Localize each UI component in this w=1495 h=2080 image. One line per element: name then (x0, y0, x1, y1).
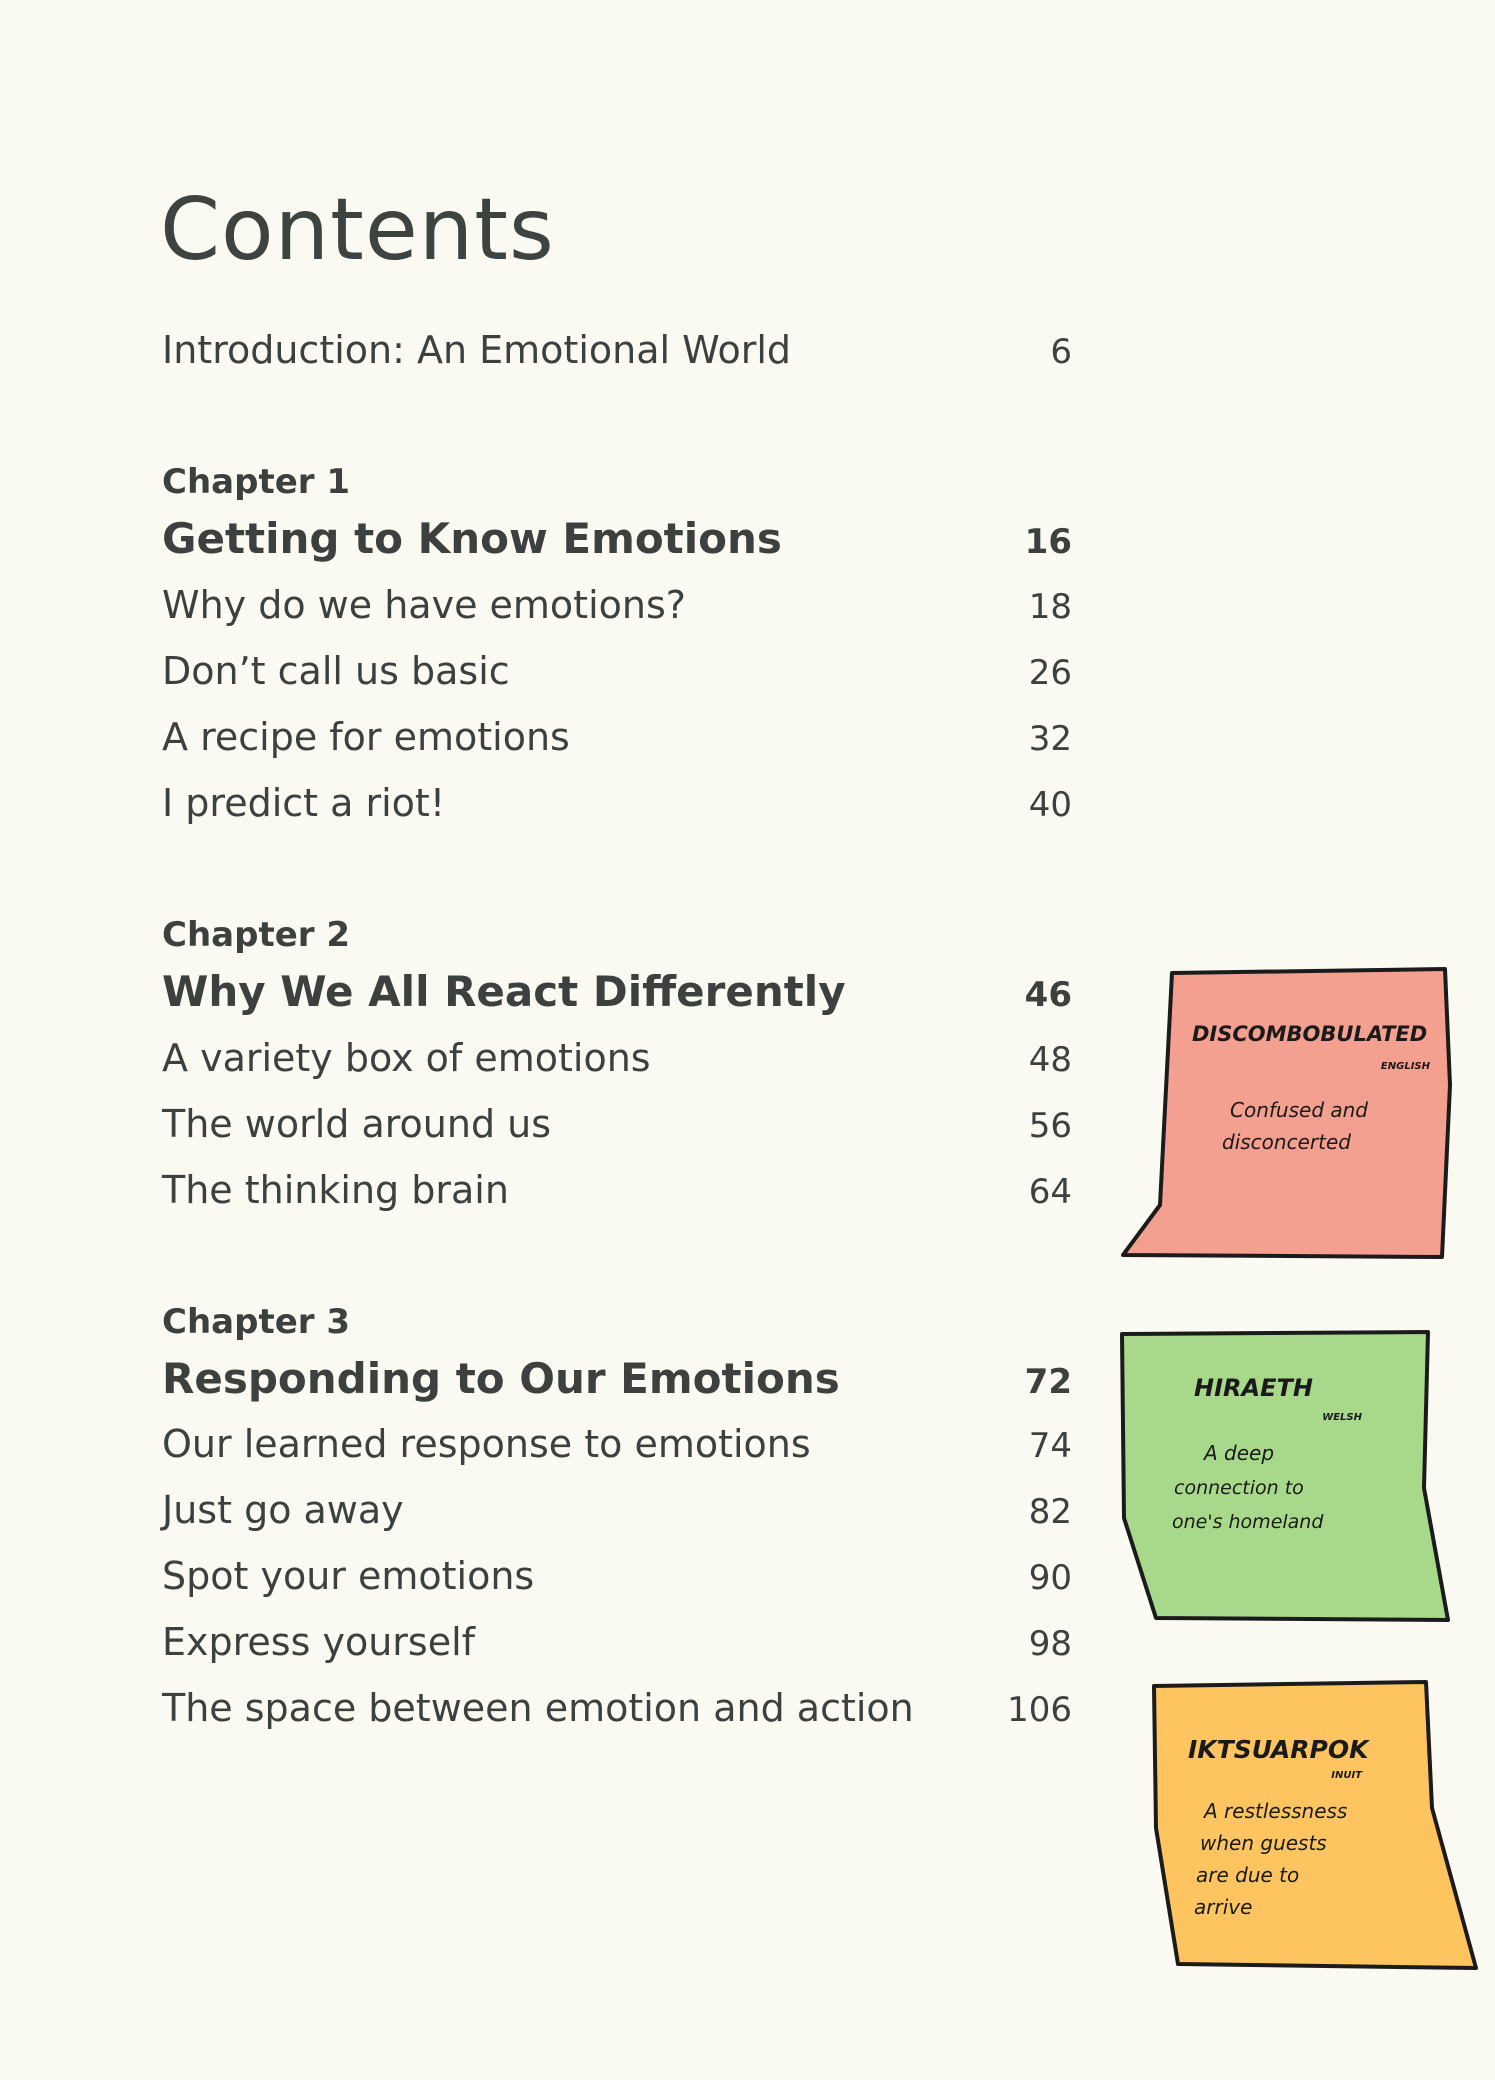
chapter-2-title-entry[interactable] (162, 967, 1072, 1016)
chapter-2-label: Chapter 2 (162, 915, 351, 955)
toc-entry-label: Spot your emotions (162, 1554, 535, 1598)
chapter-1-title-entry[interactable] (162, 514, 1072, 563)
toc-entry-page: 72 (1024, 1362, 1072, 1402)
toc-entry[interactable] (162, 649, 1072, 693)
toc-entry-label: The world around us (162, 1102, 552, 1146)
toc-entry-page: 98 (1028, 1624, 1072, 1664)
toc-entry[interactable] (162, 1102, 1072, 1146)
chapter-title: Responding to Our Emotions (162, 1354, 840, 1403)
note-definition-line: when guests (1200, 1831, 1327, 1855)
toc-entry-page: 106 (1007, 1690, 1072, 1730)
toc-entry[interactable] (162, 583, 1072, 627)
note-word: HIRAETH (1194, 1374, 1313, 1402)
toc-entry-label: Why do we have emotions? (162, 583, 686, 627)
toc-entry-page: 64 (1028, 1172, 1072, 1212)
toc-entry-page: 26 (1028, 653, 1072, 693)
toc-entry-label: I predict a riot! (162, 781, 446, 825)
toc-entry-page: 82 (1028, 1492, 1072, 1532)
toc-entry[interactable] (162, 1036, 1072, 1080)
note-language: INUIT (1331, 1770, 1362, 1781)
note-word: DISCOMBOBULATED (1192, 1022, 1428, 1046)
note-definition-line: one's homeland (1172, 1511, 1324, 1533)
toc-entry[interactable] (162, 1686, 1072, 1730)
toc-entry[interactable] (162, 781, 1072, 825)
toc-entry-label: Express yourself (162, 1620, 476, 1664)
chapter-3-label: Chapter 3 (162, 1302, 351, 1342)
toc-entry-label: The space between emotion and action (162, 1686, 914, 1730)
toc-entry-label: A recipe for emotions (162, 715, 570, 759)
toc-entry[interactable] (162, 1422, 1072, 1466)
toc-entry-page: 56 (1028, 1106, 1072, 1146)
toc-entry-page: 48 (1028, 1040, 1072, 1080)
page-title: Contents (160, 180, 555, 280)
toc-entry-label: Just go away (162, 1488, 404, 1532)
toc-entry-page: 90 (1028, 1558, 1072, 1598)
toc-entry-label: Don’t call us basic (162, 649, 510, 693)
chapter-title: Getting to Know Emotions (162, 514, 782, 563)
chapter-title: Why We All React Differently (162, 967, 846, 1016)
toc-entry[interactable] (162, 1554, 1072, 1598)
sticky-note-hiraeth (1118, 1328, 1458, 1628)
note-language: WELSH (1322, 1412, 1362, 1423)
toc-entry[interactable] (162, 715, 1072, 759)
note-definition-line: arrive (1194, 1895, 1253, 1919)
toc-entry-label: A variety box of emotions (162, 1036, 651, 1080)
toc-entry-introduction[interactable] (162, 328, 1072, 372)
note-definition-line: A restlessness (1204, 1799, 1348, 1823)
note-definition-line: are due to (1196, 1863, 1300, 1887)
toc-entry-page: 46 (1024, 975, 1072, 1015)
toc-entry-label: The thinking brain (162, 1168, 509, 1212)
sticky-note-shape (1154, 1682, 1476, 1968)
toc-entry-page: 74 (1028, 1426, 1072, 1466)
note-definition-line: connection to (1174, 1477, 1304, 1499)
note-word: IKTSUARPOK (1188, 1735, 1369, 1764)
toc-entry-label: Introduction: An Emotional World (162, 328, 792, 372)
toc-entry-label: Our learned response to emotions (162, 1422, 811, 1466)
toc-entry-page: 16 (1024, 522, 1072, 562)
chapter-1-label: Chapter 1 (162, 462, 351, 502)
note-definition-line: disconcerted (1222, 1130, 1351, 1154)
toc-entry-page: 40 (1028, 785, 1072, 825)
toc-entry-page: 18 (1028, 587, 1072, 627)
toc-entry[interactable] (162, 1168, 1072, 1212)
note-language: ENGLISH (1380, 1061, 1430, 1072)
sticky-note-discombobulated (1120, 965, 1460, 1265)
toc-entry[interactable] (162, 1620, 1072, 1664)
note-definition-line: Confused and (1230, 1098, 1368, 1122)
sticky-note-iktsuarpok (1150, 1678, 1480, 1978)
chapter-3-title-entry[interactable] (162, 1354, 1072, 1403)
toc-entry-page: 32 (1028, 719, 1072, 759)
toc-entry-page: 6 (1050, 332, 1072, 372)
note-definition-line: A deep (1204, 1441, 1275, 1465)
toc-entry[interactable] (162, 1488, 1072, 1532)
